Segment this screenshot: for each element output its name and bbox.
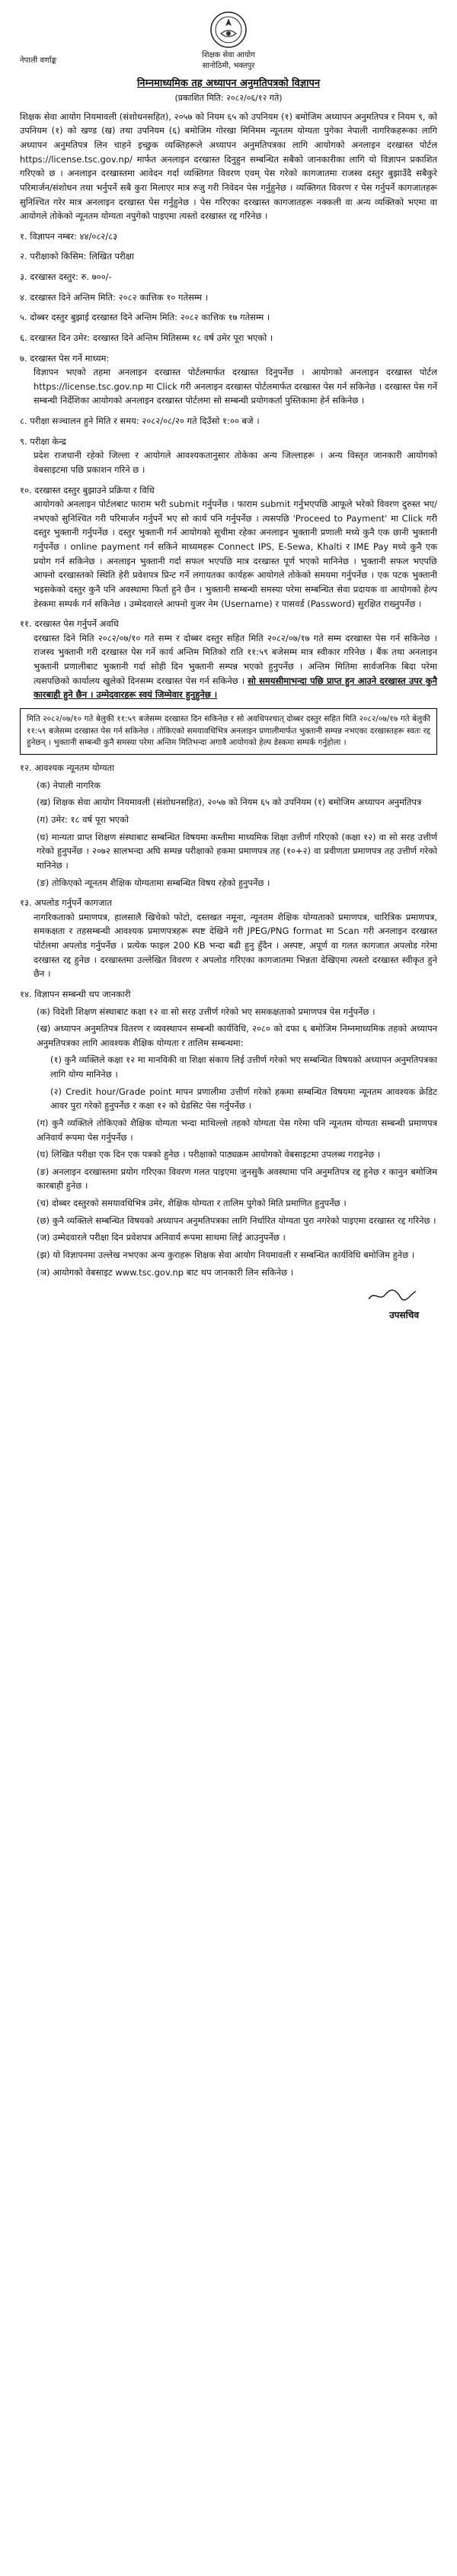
section-no: ५. — [20, 312, 27, 323]
section-no: ६. — [20, 332, 27, 343]
section-11 — [20, 617, 437, 702]
list-item-text: उम्मेदवारले परीक्षा दिन प्रवेशपत्र अनिवार्य रूपमा साथमा लिई आउनुपर्नेछ । — [53, 1232, 286, 1243]
section-label: परीक्षाको किसिम: — [30, 251, 87, 262]
section-12 — [20, 761, 437, 890]
section-label: दरखास्त दिने अन्तिम मिति: — [30, 291, 116, 303]
section-title: अपलोड गर्नुपर्ने कागजात — [34, 897, 112, 909]
section-title: परीक्षा केन्द्र — [30, 435, 66, 447]
list-item-text: यो विज्ञापनमा उल्लेख नभएका अन्य कुराहरू शिक्षक सेवा आयोग नियमावली र सम्बन्धित कार्यविधि बमोजिम हुनेछ । — [53, 1249, 415, 1260]
section-5 — [20, 310, 437, 325]
list-item-text: नेपाली नागरिक — [53, 779, 101, 791]
section-label: दरखास्त दस्तुर: — [30, 271, 78, 283]
intro-paragraph: शिक्षक सेवा आयोग नियमावली (संशोधनसहित), २०५७ को नियम ६५ को उपनियम (१) बमोजिम अध्यापन अनुमतिपत्र र नियम ९, को उपनियम (१) को खण्ड (ख) तथा उपनियम (६) बमोजिम गोरखा मिनिमम न्यूनतम योग्यता पुगेका नेपाली नागरिकहरूका लागि अध्यापन अनुमतिपत्र लिन चाहने इच्छुक व्यक्तिहरूले अध्यापन अनुमतिपत्रका लागि आयोगको अनलाइन दरखास्त पोर्टल https://license.tsc.gov.np/ मार्फत अनलाइन दरखास्त दिनुहुन सम्बन्धित सबैको जानकारीका लागि यो विज्ञापन प्रकाशित गरिएको छ । अनलाइन दरखास्तमा आवेदन गर्दा व्यक्तिगत विवरण एवम् पेस गरेको कागजातमा राजस्व दस्तुर बुझाउँदै सबैकुरे परिमार्जन/संशोधन तथा भर्नुपर्ने सबै कुरा मिलाएर मात्र रुजु गरी निवेदन पेस गर्नुहुनेछ । व्यक्तिगत विवरण र पेस गर्नुपर्ने कागजातहरू सुनिश्चित गरेर मात्र अनलाइन दरखास्त पेस गर्नुहुनेछ । पेस गरिएका दरखास्त कागजातहरू नक्कली वा अन्य व्यक्तिको भएमा वा आयोगले तोकेको न्यूनतम योग्यता नपुगेको पाइएमा त्यस्तो दरखास्त रद्द गरिनेछ । — [20, 111, 437, 222]
list-item-label: (ख) — [37, 797, 51, 808]
section-highlight: सो समयसीमाभन्दा पछि प्राप्त हुन आउने दरखास्त उपर कुनै कारबाही हुने छैन । उम्मेदवारहरू स्वयं जिम्मेवार हुनुहुनेछ । — [34, 675, 437, 701]
list-item — [20, 1214, 437, 1228]
section-value: २०८२ कात्तिक १० गतेसम्म । — [118, 291, 209, 303]
section-no: ४. — [20, 291, 27, 303]
list-item — [20, 1005, 437, 1019]
list-item-text: कुनै व्यक्तिले तोकिएको शैक्षिक योग्यता भन्दा माथिल्लो तहको योग्यता पेस गरेमा पनि न्यूनतम योग्यता सम्बन्धी प्रमाणपत्र अनिवार्य रूपमा पेस गर्नुपर्नेछ । — [37, 1117, 437, 1143]
list-item-text: उमेर: १८ वर्ष पूरा भएको — [51, 814, 129, 826]
list-item-text: तोकिएको न्यूनतम शैक्षिक योग्यतामा सम्बन्धित विषय रहेको हुनुपर्नेछ । — [51, 877, 270, 888]
list-item — [20, 876, 437, 890]
section-number: १०. — [20, 484, 32, 496]
list-item-label: (क) — [37, 779, 50, 791]
section-6 — [20, 331, 437, 345]
list-item — [20, 1248, 437, 1262]
section-label: दोब्बर दस्तुर बुझाई दरखास्त दिने अन्तिम मिति: — [30, 312, 178, 323]
list-item-label: (२) — [50, 1086, 62, 1097]
section-body: आयोगको अनलाइन पोर्टलबाट फाराम भरी submit गर्नुपर्नेछ । फाराम submit गर्नुभएपछि आफूले भरेको विवरण दुरुस्त भए/नभएको सुनिश्चित गरी परिमार्जन गर्नुपर्ने भए सो कार्य पनि गर्नुपर्नेछ । त्यसपछि 'Proceed to Payment' मा Click गरी दस्तुर भुक्तानी गर्नुपर्नेछ । दस्तुर भुक्तानी गर्न आयोगको सूचीमा रहेका अनलाइन भुक्तानी प्रणाली मध्ये कुनै एक छानी भुक्तानी गर्नुपर्नेछ । online payment गर्न सकिने माध्यमहरू Connect IPS, E-Sewa, Khalti र IME Pay मध्ये कुनै एक प्रयोग गर्न सकिनेछ । अनलाइन भुक्तानी गर्दा सफल भएपछि मात्र दरखास्त पूर्ण भएको मानिनेछ । भुक्तानी सफल भएपछि आफ्नो दरखास्तको स्थिति हेरी प्रवेशपत्र प्रिन्ट गर्ने लगायतका कार्यहरू आयोगले तोकेको समयमा गर्नुपर्नेछ । एक पटक भुक्तानी भइसकेको दस्तुर कुनै पनि अवस्थामा फिर्ता हुने छैन । भुक्तानी सम्बन्धी समस्या परेमा सम्बन्धित सेवा प्रदायक वा आयोगको हेल्प डेस्कमा सम्पर्क गर्न सकिनेछ । उम्मेदवारले आफ्नो युजर नेम (Username) र पासवर्ड (Password) सुरक्षित राख्नुपर्नेछ । — [34, 499, 437, 609]
section-9 — [20, 435, 437, 477]
list-item — [20, 1022, 437, 1050]
section-number: १३. — [20, 897, 32, 909]
list-item-text: लिखित परीक्षा एक दिन एक पत्रको हुनेछ । परीक्षाको पाठ्यक्रम आयोगको वेबसाइटमा उपलब्ध गराइनेछ । — [51, 1149, 381, 1160]
office-name: शिक्षक सेवा आयोग — [202, 51, 255, 59]
section-value: लिखित परीक्षा — [89, 251, 134, 262]
section-3 — [20, 270, 437, 284]
list-item-text: शिक्षक सेवा आयोग नियमावली (संशोधनसहित), २०५७ को नियम ६५ को उपनियम (१) बमोजिम अध्यापन अनुमतिपत्र — [53, 797, 422, 808]
list-item-label: (क) — [37, 1006, 50, 1017]
section-label: विज्ञापन नम्बर: — [30, 230, 77, 242]
section-body: विज्ञापन भएको तहमा अनलाइन दरखास्त पोर्टलमार्फत दरखास्त दिनुपर्नेछ । आयोगको अनलाइन दरखास्त पोर्टल https://license.tsc.gov.np मा Click गरी अनलाइन दरखास्त पोर्टलमार्फत दरखास्त पेस गर्न सकिनेछ । दरखास्त पेस गर्ने सम्बन्धी निर्देशिका आयोगको अनलाइन दरखास्त पोर्टलमा सो सम्बन्धी प्रयोगकर्ता पुस्तिकामा हेर्न सकिनेछ । — [34, 367, 437, 406]
list-item-text: अध्यापन अनुमतिपत्र वितरण र व्यवस्थापन सम्बन्धी कार्यविधि, २०८० को दफा ६ बमोजिम निम्नमाध्यमिक तहको अध्यापन अनुमतिपत्रका लागि आवश्यक शैक्षिक योग्यता र तालिम सम्बन्धमा: — [37, 1023, 437, 1048]
notice-title: निम्नमाध्यमिक तह अध्यापन अनुमतिपत्रको विज्ञापन — [136, 78, 321, 89]
list-item — [20, 830, 437, 873]
section-10 — [20, 483, 437, 611]
government-emblem-icon — [209, 11, 248, 49]
list-item-label: (झ) — [37, 1249, 50, 1260]
section-title: दरखास्त पेस गर्ने माध्यम: — [30, 352, 110, 364]
list-item-text: कुनै व्यक्तिले कक्षा १२ मा मानविकी वा शिक्षा संकाय लिई उत्तीर्ण गरेको भए सम्बन्धित विषयको अध्यापन अनुमतिपत्रका लागि योग्य मानिनेछ । — [50, 1054, 438, 1080]
list-item — [20, 1147, 437, 1162]
section-7 — [20, 351, 437, 409]
section-title: दरखास्त पेस गर्नुपर्ने अवधि — [34, 618, 119, 630]
list-item-label: (ङ) — [37, 1166, 50, 1177]
list-item-label: (घ) — [37, 1149, 49, 1160]
publication-date: (प्रकाशित मिति: २०८२/०६/१२ गते) — [174, 93, 283, 104]
section-value: दरखास्त दिने अन्तिम मितिसम्म १८ वर्ष उमेर पूरा भएको । — [92, 332, 273, 343]
additional-info-list — [20, 1005, 437, 1280]
section-title: विज्ञापन सम्बन्धी थप जानकारी — [34, 988, 131, 999]
list-item-label: (ञ) — [37, 1266, 50, 1278]
list-item — [20, 1266, 437, 1280]
section-number: १२. — [20, 762, 32, 774]
section-body: प्रदेश राजधानी रहेको जिल्ला र आयोगले आवश्यकतानुसार तोकेका अन्य जिल्लाहरू । अन्य विस्तृत जानकारी आयोगको वेबसाइटमा पछि प्रकाशन गरिने छ । — [34, 450, 437, 475]
section-2 — [20, 249, 437, 264]
signature-block — [20, 1287, 437, 1323]
list-item-text: विदेशी शिक्षण संस्थाबाट कक्षा १२ वा सो सरह उत्तीर्ण गरेको भए समकक्षताको प्रमाणपत्र पेस गर्नुपर्नेछ । — [53, 1006, 376, 1017]
list-item-text: आयोगको वेबसाइट www.tsc.gov.np बाट थप जानकारी लिन सकिनेछ । — [53, 1266, 294, 1278]
list-item-label: (ख) — [37, 1023, 51, 1035]
simple-sections — [20, 229, 437, 345]
list-item — [20, 813, 437, 827]
section-no: २. — [20, 251, 27, 262]
reference-number: नेपाली वर्णाङ्क — [20, 56, 57, 65]
list-item — [20, 1196, 437, 1211]
list-item — [20, 1053, 437, 1081]
signatory-title: उपसचिव — [389, 1309, 419, 1320]
list-item-text: दोब्बर दस्तुरको समयावधिभित्र उमेर, शैक्षिक योग्यता र तालिम पुगेको मिति प्रमाणित हुनुपर्नेछ । — [51, 1198, 347, 1209]
office-location: सानोठिमी, भक्तपुर — [202, 61, 255, 70]
section-14 — [20, 987, 437, 1279]
section-label: दरखास्त दिन उमेर: — [30, 332, 91, 343]
section-value: २०८२ कात्तिक १७ गतेसम्म । — [180, 312, 270, 323]
list-item — [20, 1116, 437, 1144]
section-label: परीक्षा सञ्चालन हुने मिति र समय: — [30, 415, 139, 427]
section-value: रु. ७००/- — [81, 271, 112, 283]
section-4 — [20, 290, 437, 305]
list-item-label: (१) — [50, 1054, 62, 1066]
list-item — [20, 1165, 437, 1193]
list-item — [20, 778, 437, 793]
section-no: १. — [20, 230, 27, 242]
qualification-list — [20, 778, 437, 890]
section-body: नागरिकताको प्रमाणपत्र, हालसालै खिचेको फोटो, दस्तखत नमूना, न्यूनतम शैक्षिक योग्यताको प्रमाणपत्र, चारित्रिक प्रमाणपत्र, समकक्षता र तहसम्बन्धी आवश्यक प्रमाणपत्रहरू स्पष्ट देखिने गरी JPEG/PNG format मा Scan गरी अनलाइन दरखास्त पोर्टलमा अपलोड गर्नुपर्नेछ । प्रत्येक फाइल 200 KB भन्दा बढी हुनु हुँदैन । अस्पष्ट, अपूर्ण वा गलत कागजात अपलोड गरेमा दरखास्त रद्द हुनेछ । दरखास्तमा उल्लेखित विवरण र अपलोड गरिएका कागजातमा भिन्नता देखिएमा त्यस्तो दरखास्त स्वीकृत हुने छैन । — [34, 911, 437, 980]
list-item-label: (ग) — [37, 1117, 49, 1128]
list-item-label: (घ) — [37, 831, 49, 842]
list-item — [20, 795, 437, 810]
important-notice-box: मिति २०८२/०७/१० गते बेलुकी ११:५९ बजेसम्म दरखास्त दिन सकिनेछ र सो अवधिपश्चात् दोब्बर दस्तुर सहित मिति २०८२/०७/१७ गते बेलुकी ११:५९ बजेसम्म दरखास्त पेस गर्न सकिनेछ । तोकिएको समयावधिभित्र अनलाइन प्रणालीमार्फत भुक्तानी सम्पन्न नभएका दरखास्तहरू स्वतः रद्द हुनेछन् । भुक्तानी सम्बन्धी कुनै समस्या परेमा अन्तिम मितिभन्दा अगावै आयोगको हेल्प डेस्कमा सम्पर्क गर्नुहोला । — [20, 708, 437, 755]
section-body: दरखास्त दिने मिति २०८२/०७/१० गते सम्म र दोब्बर दस्तुर सहित मिति २०८२/०७/१७ गते सम्म दरखास्त पेस गर्न सकिनेछ । राजस्व भुक्तानी गरी दरखास्त पेस गर्ने कार्य अन्तिम मितिको राति ११:५९ बजेसम्म मात्र स्वीकार गरिनेछ । बैंक तथा अनलाइन भुक्तानी प्रणालीबाट भुक्तानी गर्दा सोही दिन भुक्तानी सम्पन्न भएको हुनुपर्नेछ । अन्तिम मितिमा सार्वजनिक बिदा परेमा त्यसपछिको कार्यालय खुलेको दिनसम्म दरखास्त पेस गर्न सकिनेछ । — [34, 632, 437, 686]
section-title: दरखास्त दस्तुर बुझाउने प्रक्रिया र विधि — [34, 484, 155, 496]
section-number: १४. — [20, 988, 32, 999]
header — [20, 11, 437, 71]
list-item — [20, 1230, 437, 1245]
list-item-label: (ग) — [37, 814, 49, 826]
section-13 — [20, 896, 437, 981]
section-title: आवश्यक न्यूनतम योग्यता — [34, 762, 115, 774]
section-value: २०८२/०८/२० गते दिउँसो १:०० बजे । — [142, 415, 260, 427]
section-1 — [20, 229, 437, 244]
section-value: ४४/०८२/८३ — [79, 230, 118, 242]
list-item-label: (छ) — [37, 1214, 50, 1226]
section-8 — [20, 414, 437, 428]
list-item-text: कुनै व्यक्तिले सम्बन्धित विषयको अध्यापन अनुमतिपत्रका लागि निर्धारित योग्यता पुरा नगरेको पाइएमा दरखास्त रद्द गरिनेछ । — [52, 1214, 436, 1226]
list-item-text: Credit hour/Grade point मापन प्रणालीमा उत्तीर्ण गरेको हकमा सम्बन्धित विषयमा न्यूनतम आवश्यक क्रेडिट आवर पुरा गरेको हुनुपर्नेछ र कक्षा १२ को ग्रेडसिट पेस गर्नुपर्नेछ । — [50, 1086, 438, 1112]
list-item-label: (च) — [37, 1198, 50, 1209]
section-number: ७. — [20, 352, 27, 364]
list-item — [20, 1085, 437, 1113]
signature-mark-icon — [366, 1287, 419, 1304]
list-item-label: (ज) — [37, 1232, 50, 1243]
section-no: ३. — [20, 271, 27, 283]
list-item-text: मान्यता प्राप्त शिक्षण संस्थाबाट सम्बन्धित विषयमा कम्तीमा माध्यमिक शिक्षा उत्तीर्ण गरिएको (कक्षा १२) वा सो सरह उत्तीर्ण गरेको हुनुपर्नेछ । २०७२ सालभन्दा अघि सम्पन्न परीक्षाको हकमा प्रमाणपत्र तह (१०+२) वा प्रवीणता प्रमाणपत्र तह उत्तीर्ण गरेको मानिनेछ । — [37, 831, 438, 871]
section-number: ९. — [20, 435, 27, 447]
section-number: ८. — [20, 415, 27, 427]
list-item-text: अनलाइन दरखास्तमा प्रयोग गरिएका विवरण गलत पाइएमा जुनसुकै अवस्थामा पनि अनुमतिपत्र रद्द हुनेछ र कानुन बमोजिम कारबाही हुनेछ । — [37, 1166, 438, 1192]
section-number: ११. — [20, 618, 32, 630]
list-item-label: (ङ) — [37, 877, 50, 888]
